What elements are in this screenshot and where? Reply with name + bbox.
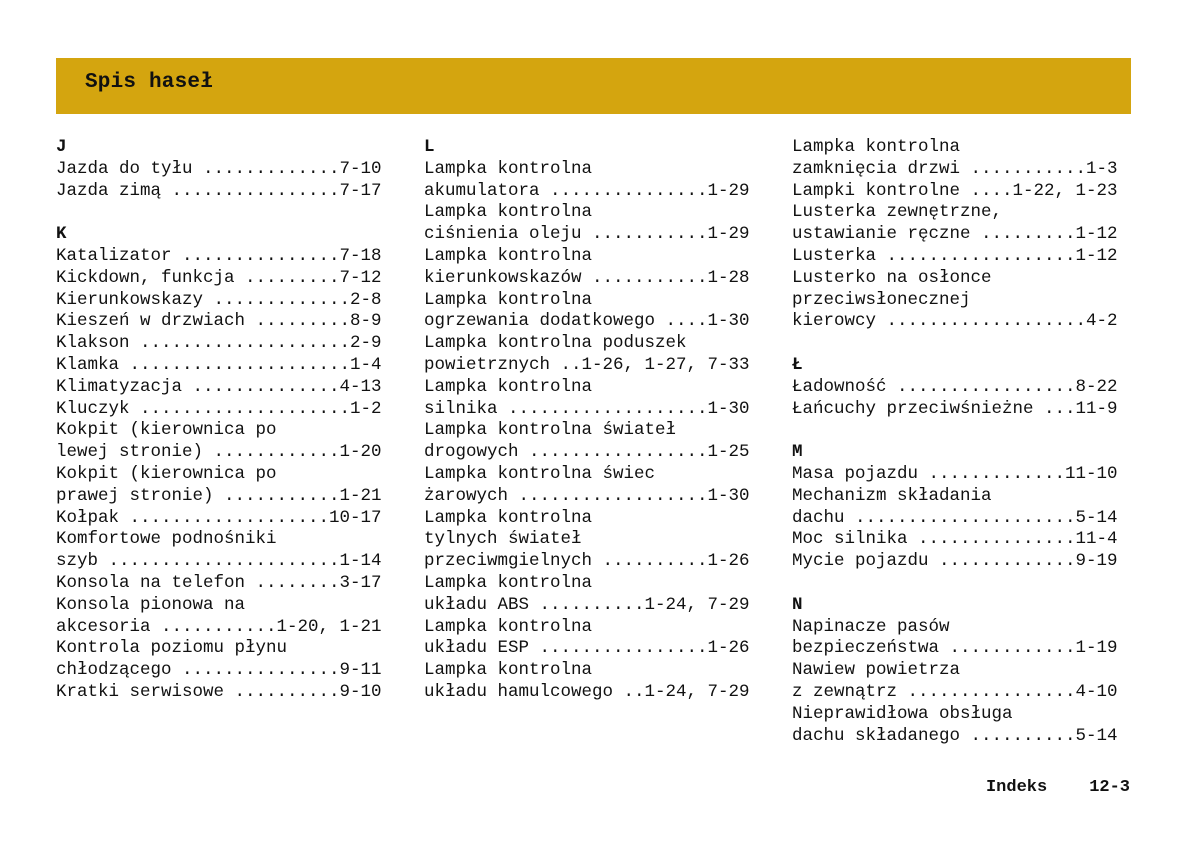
index-entry-line: Klamka .....................1-4 bbox=[56, 354, 382, 375]
index-entry-line: ustawianie ręczne .........1-12 bbox=[792, 224, 1118, 245]
index-entry-line: dachu .....................5-14 bbox=[792, 507, 1118, 528]
index-entry-line: prawej stronie) ...........1-21 bbox=[56, 485, 382, 506]
index-entry-line: Lampka kontrolna bbox=[424, 202, 593, 223]
index-letter-heading: M bbox=[792, 442, 803, 463]
index-entry-line: Kierunkowskazy .............2-8 bbox=[56, 289, 382, 310]
index-entry-line: żarowych ..................1-30 bbox=[424, 485, 750, 506]
index-entry-line: Katalizator ...............7-18 bbox=[56, 245, 382, 266]
index-letter-heading: N bbox=[792, 594, 803, 615]
index-entry-line: Jazda zimą ................7-17 bbox=[56, 180, 382, 201]
header-bar bbox=[56, 58, 1131, 114]
index-entry-line: Konsola na telefon ........3-17 bbox=[56, 572, 382, 593]
index-entry-line: szyb ......................1-14 bbox=[56, 551, 382, 572]
index-entry-line: Klakson ....................2-9 bbox=[56, 333, 382, 354]
index-entry-line: przeciwsłonecznej bbox=[792, 289, 971, 310]
index-entry-line: akcesoria ...........1-20, 1-21 bbox=[56, 616, 382, 637]
footer-section-label: Indeks bbox=[985, 778, 1048, 797]
index-entry-line: Nawiew powietrza bbox=[792, 660, 961, 681]
index-entry-line: Łańcuchy przeciwśnieżne ...11-9 bbox=[792, 398, 1118, 419]
index-column-2 bbox=[424, 137, 769, 704]
index-entry-line: z zewnątrz ................4-10 bbox=[792, 681, 1118, 702]
index-entry-line: Mechanizm składania bbox=[792, 485, 992, 506]
index-entry-line: dachu składanego ..........5-14 bbox=[792, 725, 1118, 746]
index-entry-line: Nieprawidłowa obsługa bbox=[792, 703, 1013, 724]
page-title: Spis haseł bbox=[85, 71, 214, 94]
index-entry-line: Lampki kontrolne ....1-22, 1-23 bbox=[792, 180, 1118, 201]
index-entry-line: Napinacze pasów bbox=[792, 616, 950, 637]
index-entry-line: Kokpit (kierownica po bbox=[56, 463, 277, 484]
index-entry-line: Mycie pojazdu .............9-19 bbox=[792, 551, 1118, 572]
index-entry-line: Jazda do tyłu .............7-10 bbox=[56, 158, 382, 179]
index-entry-line: Kokpit (kierownica po bbox=[56, 420, 277, 441]
index-letter-heading: K bbox=[56, 224, 67, 245]
index-entry-line: zamknięcia drzwi ...........1-3 bbox=[792, 158, 1118, 179]
index-entry-line: układu ESP ................1-26 bbox=[424, 638, 750, 659]
index-entry-line: Moc silnika ...............11-4 bbox=[792, 529, 1118, 550]
index-entry-line: Kluczyk ....................1-2 bbox=[56, 398, 382, 419]
index-entry-line: Lampka kontrolna świec bbox=[424, 463, 656, 484]
index-entry-line: układu hamulcowego ..1-24, 7-29 bbox=[424, 681, 750, 702]
index-entry-line: Lusterka ..................1-12 bbox=[792, 245, 1118, 266]
index-entry-line: układu ABS ..........1-24, 7-29 bbox=[424, 594, 750, 615]
index-entry-line: Lampka kontrolna bbox=[424, 507, 593, 528]
index-entry-line: ciśnienia oleju ...........1-29 bbox=[424, 224, 750, 245]
index-entry-line: Konsola pionowa na bbox=[56, 594, 246, 615]
index-column-3 bbox=[792, 137, 1137, 747]
index-entry-line: Kratki serwisowe ..........9-10 bbox=[56, 681, 382, 702]
index-entry-line: Lampka kontrolna bbox=[424, 158, 593, 179]
page-footer bbox=[986, 778, 1130, 797]
index-column-1 bbox=[56, 137, 401, 704]
index-entry-line: chłodzącego ...............9-11 bbox=[56, 660, 382, 681]
index-letter-heading: Ł bbox=[792, 354, 803, 375]
index-entry-line: akumulatora ...............1-29 bbox=[424, 180, 750, 201]
index-letter-heading: L bbox=[424, 137, 435, 157]
index-entry-line: Lusterka zewnętrzne, bbox=[792, 202, 1003, 223]
index-entry-line: Masa pojazdu .............11-10 bbox=[792, 463, 1118, 484]
index-entry-line: Lusterko na osłonce bbox=[792, 267, 992, 288]
index-entry-line: kierowcy ...................4-2 bbox=[792, 311, 1118, 332]
index-entry-line: Kontrola poziomu płynu bbox=[56, 638, 288, 659]
index-entry-line: silnika ...................1-30 bbox=[424, 398, 750, 419]
index-entry-line: Kołpak ...................10-17 bbox=[56, 507, 382, 528]
index-entry-line: Lampka kontrolna bbox=[792, 137, 961, 157]
index-entry-line: Lampka kontrolna poduszek bbox=[424, 333, 687, 354]
index-entry-line: przeciwmgielnych ..........1-26 bbox=[424, 551, 750, 572]
index-entry-line: lewej stronie) ............1-20 bbox=[56, 442, 382, 463]
index-entry-line: Kickdown, funkcja .........7-12 bbox=[56, 267, 382, 288]
index-entry-line: bezpieczeństwa ............1-19 bbox=[792, 638, 1118, 659]
index-entry-line: Lampka kontrolna bbox=[424, 376, 593, 397]
index-entry-line: Lampka kontrolna świateł bbox=[424, 420, 677, 441]
index-entry-line: powietrznych ..1-26, 1-27, 7-33 bbox=[424, 354, 750, 375]
index-entry-line: Lampka kontrolna bbox=[424, 289, 593, 310]
index-entry-line: Lampka kontrolna bbox=[424, 616, 593, 637]
index-entry-line: Lampka kontrolna bbox=[424, 660, 593, 681]
index-entry-line: tylnych świateł bbox=[424, 529, 582, 550]
index-entry-line: Komfortowe podnośniki bbox=[56, 529, 277, 550]
index-entry-line: ogrzewania dodatkowego ....1-30 bbox=[424, 311, 750, 332]
index-entry-line: Lampka kontrolna bbox=[424, 245, 593, 266]
index-entry-line: kierunkowskazów ...........1-28 bbox=[424, 267, 750, 288]
index-entry-line: Kieszeń w drzwiach .........8-9 bbox=[56, 311, 382, 332]
index-entry-line: drogowych .................1-25 bbox=[424, 442, 750, 463]
page-number: 12-3 bbox=[1089, 778, 1130, 797]
index-entry-line: Lampka kontrolna bbox=[424, 572, 593, 593]
index-letter-heading: J bbox=[56, 137, 67, 157]
index-entry-line: Ładowność .................8-22 bbox=[792, 376, 1118, 397]
index-entry-line: Klimatyzacja ..............4-13 bbox=[56, 376, 382, 397]
